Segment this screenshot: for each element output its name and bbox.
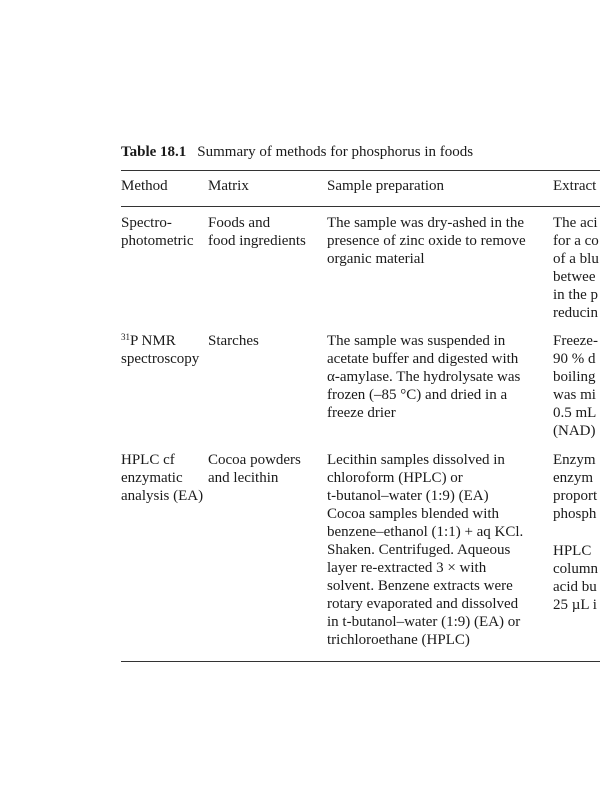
row2-method-isotope: 31 xyxy=(121,332,130,342)
table-bottom-rule xyxy=(121,661,600,662)
row2-sample-preparation: The sample was suspended in acetate buffer and digested with α-amylase. The hydrolysate was frozen (–85 °C) and dried in a freeze drier xyxy=(327,333,521,421)
table-number: Table 18.1 xyxy=(121,144,187,160)
header-bottom-rule xyxy=(121,206,600,207)
row2-matrix: Starches xyxy=(208,333,259,349)
header-sample-preparation: Sample preparation xyxy=(327,178,445,194)
header-matrix: Matrix xyxy=(208,178,249,194)
row1-sample-preparation: The sample was dry-ashed in the presence of zinc oxide to remove organic material xyxy=(327,215,526,267)
table-top-rule xyxy=(121,170,600,171)
row1-method: Spectro- photometric xyxy=(121,215,194,249)
row3-matrix: Cocoa powders and lecithin xyxy=(208,452,301,486)
row3-extraction-hplc: HPLC column acid bu 25 µL i xyxy=(553,543,598,613)
row1-matrix: Foods and food ingredients xyxy=(208,215,306,249)
row2-method xyxy=(121,332,209,368)
row3-sample-preparation: Lecithin samples dissolved in chloroform (HPLC) or t-butanol–water (1:9) (EA) Cocoa samples blended with benzene–ethanol (1:1) + aq KCl. Shaken. Centrifuged. Aqueous layer re-extracted 3 × with solvent. Benzene extracts were rotary evaporated and dissolved in t-butanol–water (1:9) (EA) or trichloroethane (HPLC) xyxy=(327,452,524,648)
row2-method-text: P NMR spectroscopy xyxy=(121,333,200,367)
table-caption xyxy=(121,143,473,161)
table-title: Summary of methods for phosphorus in foods xyxy=(197,144,474,160)
header-extraction: Extract xyxy=(553,178,597,194)
row1-extraction: The aci for a co of a blu betwee in the p reducin xyxy=(553,215,599,321)
row2-extraction: Freeze- 90 % d boiling was mi 0.5 mL (NAD) xyxy=(553,333,598,439)
row3-method: HPLC cf enzymatic analysis (EA) xyxy=(121,452,204,504)
header-method: Method xyxy=(121,178,168,194)
row3-extraction: Enzym enzym proport phosph xyxy=(553,452,598,522)
